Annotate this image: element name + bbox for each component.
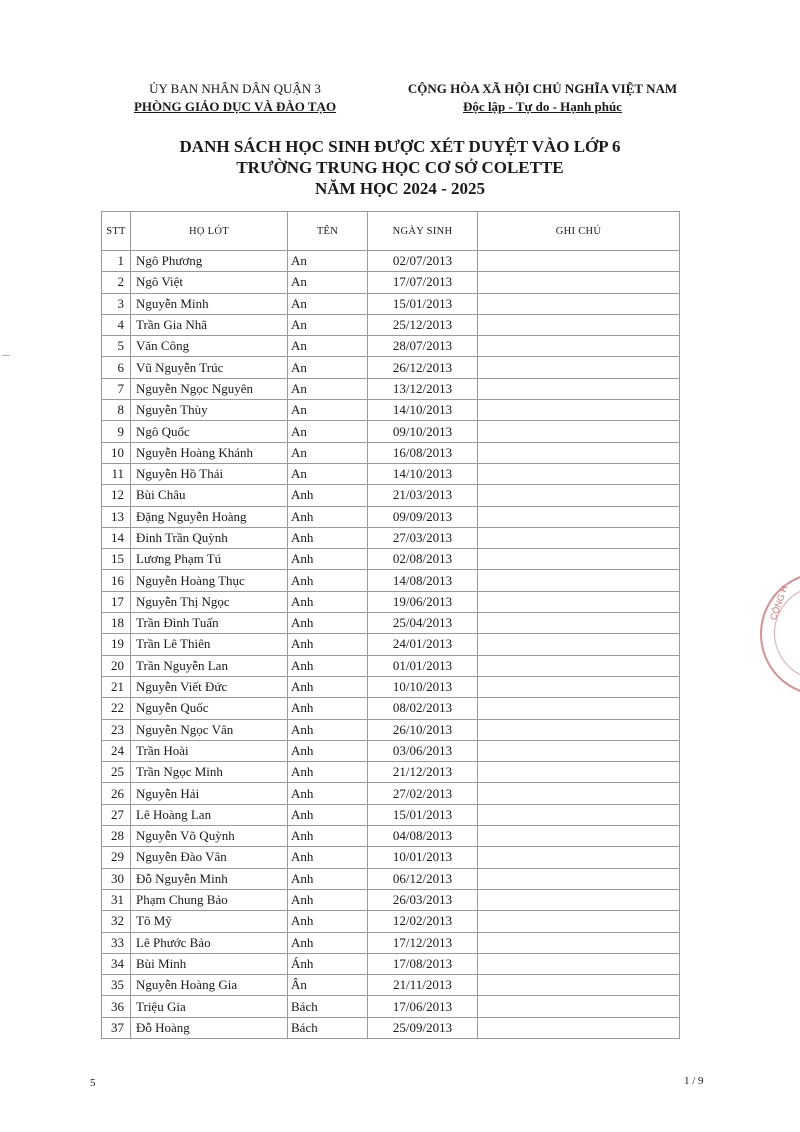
cell-ten: An bbox=[288, 400, 368, 421]
table-row bbox=[102, 847, 680, 868]
cell-ngay-sinh: 13/12/2013 bbox=[368, 378, 478, 399]
table-row bbox=[102, 463, 680, 484]
cell-ghi-chu bbox=[478, 378, 680, 399]
cell-ten: An bbox=[288, 421, 368, 442]
cell-stt: 1 bbox=[102, 251, 131, 272]
column-header-ghi-chu: GHI CHÚ bbox=[478, 212, 680, 251]
cell-ghi-chu bbox=[478, 953, 680, 974]
cell-ten: Anh bbox=[288, 634, 368, 655]
cell-ten: Anh bbox=[288, 740, 368, 761]
table-row bbox=[102, 591, 680, 612]
cell-stt: 37 bbox=[102, 1017, 131, 1038]
cell-ghi-chu bbox=[478, 400, 680, 421]
cell-stt: 27 bbox=[102, 804, 131, 825]
table-row bbox=[102, 783, 680, 804]
cell-ghi-chu bbox=[478, 293, 680, 314]
cell-stt: 6 bbox=[102, 357, 131, 378]
cell-ghi-chu bbox=[478, 421, 680, 442]
table-row bbox=[102, 719, 680, 740]
table-row bbox=[102, 975, 680, 996]
table-row bbox=[102, 953, 680, 974]
cell-ten: An bbox=[288, 442, 368, 463]
cell-ho-lot: Tô Mỹ bbox=[131, 911, 288, 932]
cell-ngay-sinh: 21/11/2013 bbox=[368, 975, 478, 996]
cell-ho-lot: Ngô Phương bbox=[131, 251, 288, 272]
cell-ngay-sinh: 14/08/2013 bbox=[368, 570, 478, 591]
cell-ghi-chu bbox=[478, 272, 680, 293]
cell-stt: 33 bbox=[102, 932, 131, 953]
cell-stt: 34 bbox=[102, 953, 131, 974]
table-row bbox=[102, 421, 680, 442]
cell-ho-lot: Nguyễn Ngọc Nguyên bbox=[131, 378, 288, 399]
cell-ten: Anh bbox=[288, 762, 368, 783]
student-list-table bbox=[101, 211, 680, 1039]
cell-ten: Ân bbox=[288, 975, 368, 996]
scan-mark bbox=[2, 355, 10, 356]
cell-ho-lot: Bùi Châu bbox=[131, 485, 288, 506]
cell-ghi-chu bbox=[478, 506, 680, 527]
cell-stt: 26 bbox=[102, 783, 131, 804]
official-seal bbox=[760, 572, 800, 696]
table-row bbox=[102, 442, 680, 463]
cell-ho-lot: Lê Hoàng Lan bbox=[131, 804, 288, 825]
cell-stt: 7 bbox=[102, 378, 131, 399]
cell-ho-lot: Nguyễn Thị Ngọc bbox=[131, 591, 288, 612]
cell-ho-lot: Triệu Gia bbox=[131, 996, 288, 1017]
cell-ho-lot: Ngô Việt bbox=[131, 272, 288, 293]
cell-ngay-sinh: 03/06/2013 bbox=[368, 740, 478, 761]
cell-ho-lot: Nguyễn Hoàng Thục bbox=[131, 570, 288, 591]
cell-stt: 17 bbox=[102, 591, 131, 612]
cell-ho-lot: Văn Công bbox=[131, 336, 288, 357]
cell-stt: 30 bbox=[102, 868, 131, 889]
cell-ten: Anh bbox=[288, 932, 368, 953]
cell-ghi-chu bbox=[478, 549, 680, 570]
cell-ho-lot: Nguyễn Đào Vân bbox=[131, 847, 288, 868]
cell-ten: Ánh bbox=[288, 953, 368, 974]
cell-ghi-chu bbox=[478, 804, 680, 825]
table-row bbox=[102, 400, 680, 421]
cell-stt: 15 bbox=[102, 549, 131, 570]
table-row bbox=[102, 655, 680, 676]
cell-ten: Anh bbox=[288, 783, 368, 804]
cell-ghi-chu bbox=[478, 634, 680, 655]
table-row bbox=[102, 314, 680, 335]
cell-stt: 5 bbox=[102, 336, 131, 357]
page-corner-number: 5 bbox=[90, 1077, 96, 1089]
cell-ten: Anh bbox=[288, 676, 368, 697]
table-row bbox=[102, 1017, 680, 1038]
cell-ngay-sinh: 12/02/2013 bbox=[368, 911, 478, 932]
cell-ghi-chu bbox=[478, 570, 680, 591]
cell-ghi-chu bbox=[478, 357, 680, 378]
cell-stt: 4 bbox=[102, 314, 131, 335]
cell-ten: Anh bbox=[288, 911, 368, 932]
cell-ten: Anh bbox=[288, 804, 368, 825]
document-title: DANH SÁCH HỌC SINH ĐƯỢC XÉT DUYỆT VÀO LỚP 6 bbox=[179, 137, 621, 156]
cell-ho-lot: Trần Đình Tuấn bbox=[131, 613, 288, 634]
cell-ghi-chu bbox=[478, 975, 680, 996]
cell-ho-lot: Đặng Nguyễn Hoàng bbox=[131, 506, 288, 527]
cell-ten: Bách bbox=[288, 1017, 368, 1038]
cell-ho-lot: Nguyễn Minh bbox=[131, 293, 288, 314]
cell-ghi-chu bbox=[478, 719, 680, 740]
cell-ngay-sinh: 25/12/2013 bbox=[368, 314, 478, 335]
cell-ho-lot: Trần Hoài bbox=[131, 740, 288, 761]
cell-ngay-sinh: 25/04/2013 bbox=[368, 613, 478, 634]
table-body bbox=[102, 251, 680, 1039]
cell-ghi-chu bbox=[478, 251, 680, 272]
cell-ghi-chu bbox=[478, 336, 680, 357]
table-row bbox=[102, 378, 680, 399]
table-row bbox=[102, 634, 680, 655]
cell-ten: Anh bbox=[288, 847, 368, 868]
cell-stt: 22 bbox=[102, 698, 131, 719]
column-header-ten: TÊN bbox=[288, 212, 368, 251]
cell-stt: 19 bbox=[102, 634, 131, 655]
table-header-row bbox=[102, 212, 680, 251]
cell-ten: Anh bbox=[288, 889, 368, 910]
cell-stt: 31 bbox=[102, 889, 131, 910]
cell-stt: 20 bbox=[102, 655, 131, 676]
table-row bbox=[102, 527, 680, 548]
cell-ngay-sinh: 17/08/2013 bbox=[368, 953, 478, 974]
department-line: PHÒNG GIÁO DỤC VÀ ĐÀO TẠO bbox=[133, 99, 337, 114]
cell-ngay-sinh: 27/02/2013 bbox=[368, 783, 478, 804]
cell-ngay-sinh: 17/07/2013 bbox=[368, 272, 478, 293]
republic-line: CỘNG HÒA XÃ HỘI CHỦ NGHĨA VIỆT NAM bbox=[407, 81, 678, 96]
cell-ten: Anh bbox=[288, 868, 368, 889]
cell-ghi-chu bbox=[478, 740, 680, 761]
cell-ten: An bbox=[288, 463, 368, 484]
cell-ho-lot: Trần Ngọc Minh bbox=[131, 762, 288, 783]
cell-ngay-sinh: 28/07/2013 bbox=[368, 336, 478, 357]
cell-ho-lot: Đỗ Hoàng bbox=[131, 1017, 288, 1038]
cell-stt: 21 bbox=[102, 676, 131, 697]
cell-ho-lot: Lương Phạm Tú bbox=[131, 549, 288, 570]
cell-ngay-sinh: 26/12/2013 bbox=[368, 357, 478, 378]
table-row bbox=[102, 251, 680, 272]
cell-ho-lot: Lê Phước Bảo bbox=[131, 932, 288, 953]
cell-stt: 35 bbox=[102, 975, 131, 996]
cell-stt: 18 bbox=[102, 613, 131, 634]
table-row bbox=[102, 549, 680, 570]
cell-ghi-chu bbox=[478, 698, 680, 719]
cell-ho-lot: Trần Gia Nhã bbox=[131, 314, 288, 335]
cell-ten: An bbox=[288, 336, 368, 357]
table-row bbox=[102, 357, 680, 378]
column-header-ngay-sinh: NGÀY SINH bbox=[368, 212, 478, 251]
cell-ghi-chu bbox=[478, 591, 680, 612]
cell-ngay-sinh: 15/01/2013 bbox=[368, 293, 478, 314]
cell-ten: Anh bbox=[288, 719, 368, 740]
cell-ho-lot: Vũ Nguyễn Trúc bbox=[131, 357, 288, 378]
seal-text: CỘNG H bbox=[768, 584, 790, 622]
table-row bbox=[102, 676, 680, 697]
cell-ghi-chu bbox=[478, 889, 680, 910]
cell-stt: 3 bbox=[102, 293, 131, 314]
cell-stt: 13 bbox=[102, 506, 131, 527]
cell-ghi-chu bbox=[478, 463, 680, 484]
cell-ngay-sinh: 17/12/2013 bbox=[368, 932, 478, 953]
table-row bbox=[102, 996, 680, 1017]
cell-ho-lot: Trần Nguyễn Lan bbox=[131, 655, 288, 676]
table-row bbox=[102, 868, 680, 889]
table-row bbox=[102, 740, 680, 761]
cell-ngay-sinh: 27/03/2013 bbox=[368, 527, 478, 548]
cell-ten: Anh bbox=[288, 698, 368, 719]
cell-ten: Anh bbox=[288, 506, 368, 527]
table-row bbox=[102, 826, 680, 847]
authority-line: ỦY BAN NHÂN DÂN QUẬN 3 bbox=[149, 81, 321, 96]
table-row bbox=[102, 889, 680, 910]
cell-ten: An bbox=[288, 293, 368, 314]
cell-ho-lot: Nguyễn Hoàng Gia bbox=[131, 975, 288, 996]
cell-ten: Anh bbox=[288, 826, 368, 847]
cell-ten: An bbox=[288, 378, 368, 399]
cell-stt: 9 bbox=[102, 421, 131, 442]
table-row bbox=[102, 762, 680, 783]
table-row bbox=[102, 932, 680, 953]
cell-ho-lot: Nguyễn Quốc bbox=[131, 698, 288, 719]
cell-ngay-sinh: 25/09/2013 bbox=[368, 1017, 478, 1038]
cell-ho-lot: Ngô Quốc bbox=[131, 421, 288, 442]
cell-ngay-sinh: 06/12/2013 bbox=[368, 868, 478, 889]
cell-ten: Anh bbox=[288, 613, 368, 634]
cell-stt: 14 bbox=[102, 527, 131, 548]
cell-ghi-chu bbox=[478, 762, 680, 783]
cell-ngay-sinh: 02/08/2013 bbox=[368, 549, 478, 570]
cell-ngay-sinh: 09/10/2013 bbox=[368, 421, 478, 442]
page-indicator: 1 / 9 bbox=[684, 1075, 704, 1087]
cell-stt: 11 bbox=[102, 463, 131, 484]
cell-ten: Anh bbox=[288, 591, 368, 612]
cell-stt: 8 bbox=[102, 400, 131, 421]
cell-ghi-chu bbox=[478, 996, 680, 1017]
cell-stt: 25 bbox=[102, 762, 131, 783]
cell-stt: 10 bbox=[102, 442, 131, 463]
cell-ngay-sinh: 10/01/2013 bbox=[368, 847, 478, 868]
cell-ngay-sinh: 21/12/2013 bbox=[368, 762, 478, 783]
cell-ten: An bbox=[288, 314, 368, 335]
table-row bbox=[102, 272, 680, 293]
table-row bbox=[102, 485, 680, 506]
cell-ghi-chu bbox=[478, 868, 680, 889]
cell-ghi-chu bbox=[478, 847, 680, 868]
issuing-authority bbox=[130, 80, 340, 116]
cell-ghi-chu bbox=[478, 826, 680, 847]
national-motto bbox=[405, 80, 680, 116]
cell-ghi-chu bbox=[478, 314, 680, 335]
cell-stt: 16 bbox=[102, 570, 131, 591]
cell-ho-lot: Đỗ Nguyễn Minh bbox=[131, 868, 288, 889]
cell-ngay-sinh: 14/10/2013 bbox=[368, 400, 478, 421]
cell-ghi-chu bbox=[478, 1017, 680, 1038]
cell-ghi-chu bbox=[478, 932, 680, 953]
cell-stt: 24 bbox=[102, 740, 131, 761]
cell-ngay-sinh: 09/09/2013 bbox=[368, 506, 478, 527]
school-name: TRƯỜNG TRUNG HỌC CƠ SỞ COLETTE bbox=[236, 158, 564, 177]
cell-stt: 29 bbox=[102, 847, 131, 868]
cell-ten: Anh bbox=[288, 655, 368, 676]
cell-ghi-chu bbox=[478, 911, 680, 932]
table-row bbox=[102, 804, 680, 825]
cell-ho-lot: Nguyễn Hoàng Khánh bbox=[131, 442, 288, 463]
cell-ho-lot: Đinh Trần Quỳnh bbox=[131, 527, 288, 548]
cell-ho-lot: Trần Lê Thiên bbox=[131, 634, 288, 655]
cell-ten: Anh bbox=[288, 527, 368, 548]
cell-ngay-sinh: 14/10/2013 bbox=[368, 463, 478, 484]
cell-stt: 32 bbox=[102, 911, 131, 932]
cell-ngay-sinh: 26/10/2013 bbox=[368, 719, 478, 740]
cell-ngay-sinh: 02/07/2013 bbox=[368, 251, 478, 272]
cell-ten: An bbox=[288, 272, 368, 293]
cell-ten: An bbox=[288, 251, 368, 272]
cell-ghi-chu bbox=[478, 783, 680, 804]
cell-ngay-sinh: 10/10/2013 bbox=[368, 676, 478, 697]
cell-ho-lot: Nguyễn Ngọc Vân bbox=[131, 719, 288, 740]
cell-ngay-sinh: 26/03/2013 bbox=[368, 889, 478, 910]
cell-stt: 36 bbox=[102, 996, 131, 1017]
cell-stt: 23 bbox=[102, 719, 131, 740]
cell-ghi-chu bbox=[478, 527, 680, 548]
cell-ten: Bách bbox=[288, 996, 368, 1017]
table-row bbox=[102, 336, 680, 357]
cell-ngay-sinh: 16/08/2013 bbox=[368, 442, 478, 463]
cell-ho-lot: Phạm Chung Bảo bbox=[131, 889, 288, 910]
cell-ho-lot: Nguyễn Viết Đức bbox=[131, 676, 288, 697]
cell-ngay-sinh: 17/06/2013 bbox=[368, 996, 478, 1017]
table-row bbox=[102, 506, 680, 527]
cell-ten: Anh bbox=[288, 549, 368, 570]
cell-ghi-chu bbox=[478, 485, 680, 506]
cell-ngay-sinh: 01/01/2013 bbox=[368, 655, 478, 676]
table-row bbox=[102, 613, 680, 634]
cell-ho-lot: Nguyễn Võ Quỳnh bbox=[131, 826, 288, 847]
cell-ten: Anh bbox=[288, 485, 368, 506]
cell-ghi-chu bbox=[478, 676, 680, 697]
motto-line: Độc lập - Tự do - Hạnh phúc bbox=[463, 99, 622, 114]
cell-ngay-sinh: 19/06/2013 bbox=[368, 591, 478, 612]
table-row bbox=[102, 698, 680, 719]
cell-ho-lot: Nguyễn Hồ Thái bbox=[131, 463, 288, 484]
cell-stt: 12 bbox=[102, 485, 131, 506]
cell-ho-lot: Nguyễn Thùy bbox=[131, 400, 288, 421]
cell-ghi-chu bbox=[478, 613, 680, 634]
cell-ghi-chu bbox=[478, 442, 680, 463]
cell-ngay-sinh: 04/08/2013 bbox=[368, 826, 478, 847]
cell-ngay-sinh: 08/02/2013 bbox=[368, 698, 478, 719]
cell-ten: Anh bbox=[288, 570, 368, 591]
cell-stt: 2 bbox=[102, 272, 131, 293]
table-row bbox=[102, 570, 680, 591]
table-row bbox=[102, 293, 680, 314]
cell-ho-lot: Bùi Minh bbox=[131, 953, 288, 974]
cell-ho-lot: Nguyễn Hải bbox=[131, 783, 288, 804]
table-row bbox=[102, 911, 680, 932]
cell-ngay-sinh: 15/01/2013 bbox=[368, 804, 478, 825]
cell-ten: An bbox=[288, 357, 368, 378]
column-header-stt: STT bbox=[102, 212, 131, 251]
cell-ngay-sinh: 24/01/2013 bbox=[368, 634, 478, 655]
cell-stt: 28 bbox=[102, 826, 131, 847]
cell-ngay-sinh: 21/03/2013 bbox=[368, 485, 478, 506]
column-header-ho-lot: HỌ LÓT bbox=[131, 212, 288, 251]
school-year: NĂM HỌC 2024 - 2025 bbox=[315, 179, 485, 198]
cell-ghi-chu bbox=[478, 655, 680, 676]
